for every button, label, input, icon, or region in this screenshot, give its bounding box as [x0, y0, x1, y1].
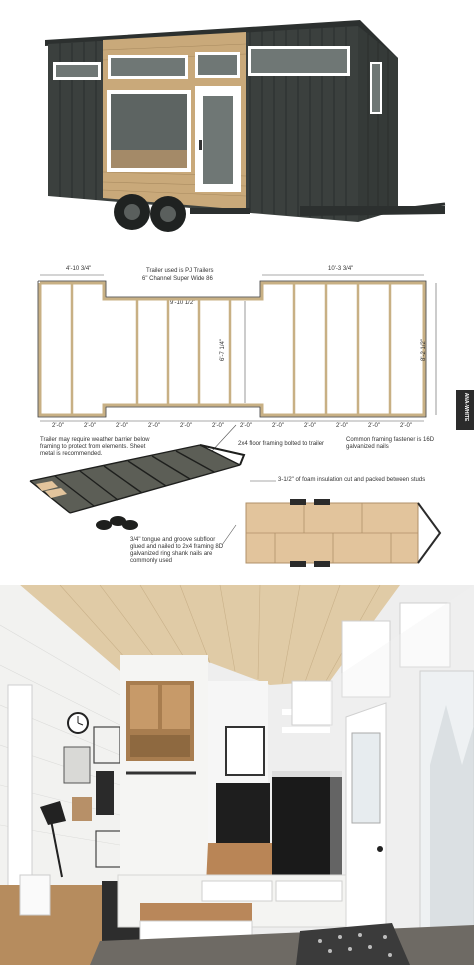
stud-spacing-label: 2'-0" [272, 423, 284, 429]
note-foam-insulation: 3-1/2" of foam insulation cut and packed between studs [278, 477, 426, 483]
note-trailer-line1: Trailer used is PJ Trailers [146, 268, 214, 274]
dimension-overall-depth: 8'-2 1/2" [420, 339, 427, 361]
dimension-middle-depth: 6'-7 1/4" [219, 339, 226, 361]
interior-illustration [0, 585, 474, 965]
stud-spacing-label: 2'-0" [368, 423, 380, 429]
stud-spacing-label: 2'-0" [84, 423, 96, 429]
stud-spacing-label: 2'-0" [336, 423, 348, 429]
tiny-house-exterior-illustration [0, 0, 474, 245]
stud-spacing-label: 2'-0" [180, 423, 192, 429]
framing-plan-svg [0, 255, 474, 580]
stud-spacing-label: 2'-0" [116, 423, 128, 429]
interior-photo [0, 585, 474, 965]
stud-spacing-label: 2'-0" [400, 423, 412, 429]
note-weather-barrier: Trailer may require weather barrier below framing to protect from elements. Sheet metal is recommended. [40, 437, 150, 457]
dimension-left-width: 4'-10 3/4" [66, 266, 92, 272]
dimension-right-width: 10'-3 3/4" [328, 266, 354, 272]
stud-spacing-label: 2'-0" [304, 423, 316, 429]
note-subfloor: 3/4" tongue and groove subfloor glued and nailed to 2x4 framing 8D galvanized ring shank nails are commonly used [130, 537, 224, 564]
stud-spacing-label: 2'-0" [52, 423, 64, 429]
brand-tab-label: ANA-WHITE [463, 392, 469, 422]
stud-spacing-label: 2'-0" [148, 423, 160, 429]
note-fastener: Common framing fastener is 16D galvanized nails [346, 437, 435, 450]
dimension-middle-width: 9'-10 1/2" [170, 300, 196, 306]
exterior-rendering [0, 0, 474, 245]
brand-tab [456, 390, 474, 430]
floor-framing-diagram [0, 255, 474, 580]
note-trailer-line2: 6" Channel Super Wide 86 [142, 276, 213, 282]
stud-spacing-label: 2'-0" [212, 423, 224, 429]
note-floor-framing: 2x4 floor framing bolted to trailer [238, 441, 325, 447]
stud-spacing-label: 2'-0" [240, 423, 252, 429]
